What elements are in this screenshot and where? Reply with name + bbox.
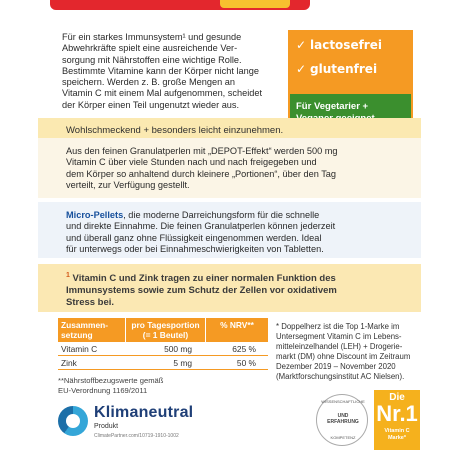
note-line: EU-Verordnung 1169/2011 bbox=[58, 386, 148, 395]
seal-mid-text: ERFAHRUNG bbox=[327, 419, 359, 425]
nr1-big: Nr.1 bbox=[376, 401, 418, 426]
gluten-free-badge bbox=[296, 62, 377, 76]
table-row bbox=[58, 356, 268, 370]
intro-line: Für ein starkes Immunsystem¹ und gesunde bbox=[62, 32, 242, 42]
climate-subtitle: Produkt bbox=[94, 423, 119, 430]
nr1-sub-line: Marke* bbox=[387, 435, 407, 441]
header-text: % NRV** bbox=[220, 320, 254, 330]
vegan-line: Für Vegetarier + bbox=[296, 101, 369, 112]
table-row bbox=[58, 342, 268, 356]
nutrient-amount: 5 mg bbox=[173, 358, 192, 368]
micro-text bbox=[66, 210, 416, 255]
header-text: pro Tagesportion bbox=[131, 320, 200, 330]
footnote-line: markt (DM) ohne Discount im Zeitraum bbox=[276, 352, 411, 361]
depot-line: dem Körper so anhaltend durch kleinere „Portionen“, über den Tag bbox=[66, 168, 337, 179]
nutrition-header bbox=[58, 318, 268, 342]
claim-line-text: Vitamin C und Zink tragen zu einer normalen Funktion des bbox=[72, 273, 336, 285]
nr1-sub-line: Vitamin C bbox=[384, 428, 410, 434]
yellow-strip bbox=[220, 0, 290, 8]
nutrient-amount: 500 mg bbox=[164, 344, 192, 354]
intro-line: Bestimmte Vitamine kann der Körper nicht lange bbox=[62, 65, 259, 76]
intro-line: Abwehrkräfte spielt eine ausreichende Ver- bbox=[62, 43, 238, 54]
check-icon: ✓ bbox=[296, 38, 307, 52]
header-per-portion bbox=[126, 318, 206, 342]
seal-bottom-text: KOMPETENZ bbox=[330, 435, 356, 440]
seal-mid-text: UND bbox=[337, 413, 349, 419]
header-text: (= 1 Beutel) bbox=[142, 330, 189, 340]
seal-top-text: WISSENSCHAFTLICHE bbox=[321, 399, 365, 404]
nr1-subtitle bbox=[374, 428, 420, 442]
micro-line: und überall ganz ohne Flüssigkeit eingenommen werden. Ideal bbox=[66, 232, 322, 243]
micro-line: und direkte Einnahme. Die feinen Granulatperlen können jederzeit bbox=[66, 221, 336, 232]
micro-bold: Micro-Pellets bbox=[66, 210, 124, 220]
market-footnote bbox=[276, 322, 426, 382]
micro-line bbox=[66, 210, 416, 221]
nutrient-name: Zink bbox=[61, 358, 77, 368]
depot-line: verteilt, zur Verfügung gestellt. bbox=[66, 179, 190, 190]
top-brand-strip bbox=[50, 0, 310, 22]
depot-line: Vitamin C über viele Stunden nach und nach freigegeben und bbox=[66, 157, 317, 168]
footnote-line: (Marktforschungsinstitut AC Nielsen). bbox=[276, 372, 405, 381]
intro-text bbox=[62, 32, 297, 111]
header-nrv bbox=[206, 318, 268, 342]
claim-text bbox=[66, 270, 411, 309]
depot-line: Aus den feinen Granulatperlen mit „DEPOT-Effekt“ werden 500 mg bbox=[66, 146, 338, 156]
micro-pellets-section bbox=[38, 202, 421, 258]
lactose-free-label: lactosefrei bbox=[310, 38, 382, 52]
header-composition bbox=[58, 318, 126, 342]
nutrient-name: Vitamin C bbox=[61, 344, 98, 354]
lactose-free-badge bbox=[296, 38, 382, 52]
micro-line: für unterwegs oder bei Einnahmeschwierigkeiten von Tabletten. bbox=[66, 243, 324, 254]
nutrient-nrv: 50 % bbox=[236, 358, 256, 368]
climate-title: Klimaneutral bbox=[94, 404, 194, 421]
footnote-line: Dezember 2019 – November 2020 bbox=[276, 362, 396, 371]
claim-line: Stress bei. bbox=[66, 297, 115, 309]
nutrition-table bbox=[58, 318, 268, 396]
nr1-die: Die bbox=[389, 392, 405, 403]
footnote-line: * Doppelherz ist die Top 1-Marke im bbox=[276, 322, 400, 331]
climate-neutral-logo bbox=[58, 404, 248, 448]
claim-line bbox=[66, 270, 411, 285]
footnote-line: Untersegment Vitamin C im Lebens- bbox=[276, 332, 402, 341]
climate-url: ClimatePartner.com/10719-1910-1002 bbox=[94, 433, 179, 439]
intro-section bbox=[38, 24, 421, 132]
depot-section bbox=[38, 138, 421, 198]
intro-line: sorgung mit Nährstoffen eine wichtige Rolle. bbox=[62, 54, 242, 65]
claim-marker: 1 bbox=[66, 272, 70, 279]
nutrient-nrv: 625 % bbox=[232, 344, 256, 354]
footnote-line: mitteleinzelhandel (LEH) + Drogerie- bbox=[276, 342, 403, 351]
competence-seal bbox=[316, 394, 368, 446]
gluten-free-label: glutenfrei bbox=[310, 62, 378, 76]
note-line: **Nährstoffbezugswerte gemäß bbox=[58, 376, 164, 385]
health-claim-section bbox=[38, 264, 421, 312]
micro-line-rest: , die moderne Darreichungsform für die schnelle bbox=[123, 210, 320, 220]
intro-line: Vitamin C mit einem Mal aufgenommen, scheidet bbox=[62, 88, 263, 99]
taste-text: Wohlschmeckend + besonders leicht einzunehmen. bbox=[66, 125, 284, 136]
header-text: setzung bbox=[61, 330, 93, 340]
intro-line: der Körper einen Teil ungenutzt wieder aus. bbox=[62, 99, 240, 110]
climate-partner-icon bbox=[58, 406, 88, 436]
header-text: Zusammen- bbox=[61, 320, 109, 330]
nutrition-note bbox=[58, 376, 268, 396]
claim-line: Immunsystems sowie zum Schutz der Zellen vor oxidativem bbox=[66, 285, 337, 297]
seal-center bbox=[317, 413, 369, 425]
check-icon: ✓ bbox=[296, 62, 307, 76]
intro-line: speichern. Werden z. B. große Mengen an bbox=[62, 77, 235, 88]
number-one-badge bbox=[374, 390, 420, 450]
